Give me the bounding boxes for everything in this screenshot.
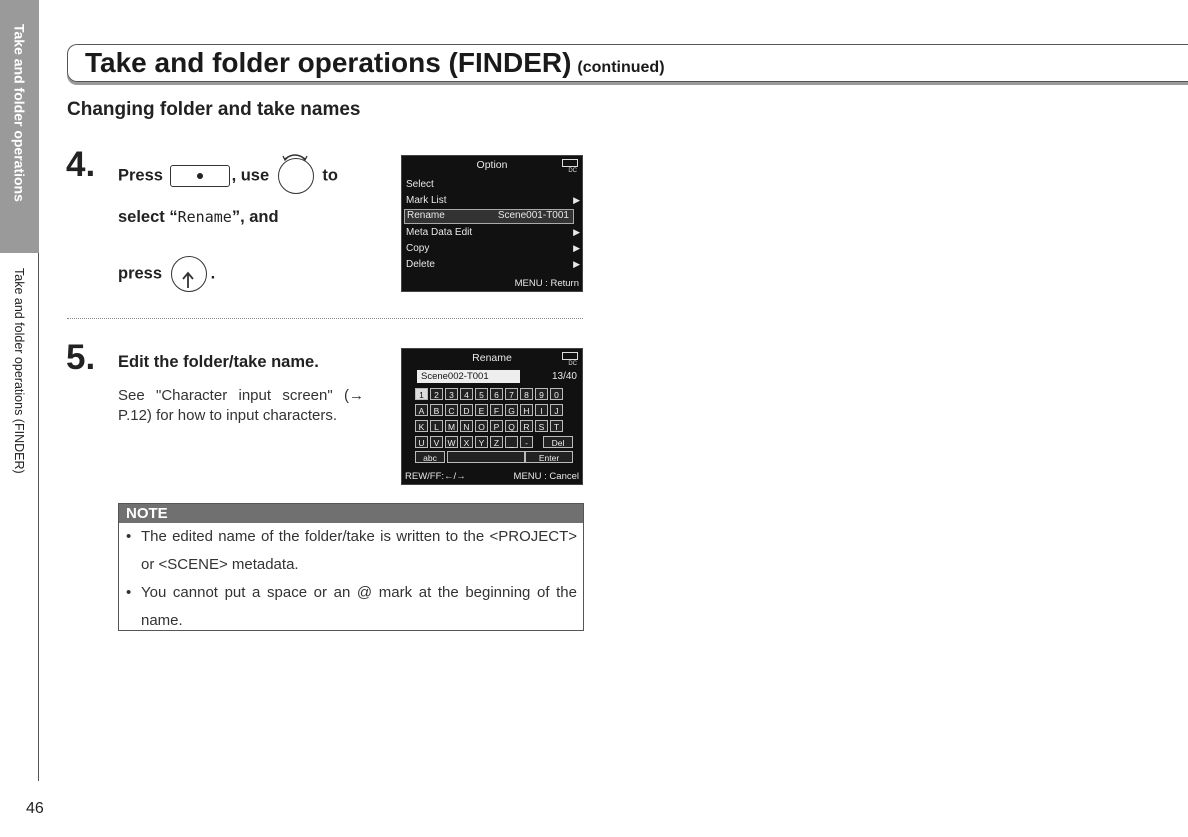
keyboard-key[interactable]: 9 — [535, 388, 548, 400]
page-title-bar — [67, 44, 1188, 82]
dc-indicator: DC — [568, 361, 577, 367]
submenu-arrow-icon: ▶ — [573, 243, 580, 253]
keyboard-key[interactable]: I — [535, 404, 548, 416]
step-4-line-1 — [118, 158, 338, 194]
key-space[interactable] — [447, 451, 525, 463]
rename-name-field[interactable]: Scene002-T001 — [417, 370, 520, 383]
dc-indicator: DC — [568, 168, 577, 174]
step-4-select-suffix: ”, and — [231, 208, 279, 226]
section-heading: Changing folder and take names — [67, 99, 361, 120]
keyboard-key[interactable]: 6 — [490, 388, 503, 400]
note-item-text: The edited name of the folder/take is written to the <PROJECT> or <SCENE> metadata. — [141, 528, 577, 573]
keyboard-key[interactable]: _ — [505, 436, 518, 448]
step-4-number: 4. — [66, 145, 96, 184]
step-4-to-text: to — [322, 166, 338, 185]
note-heading: NOTE — [119, 504, 583, 523]
menu-item-label: Select — [406, 179, 434, 190]
keyboard-key[interactable]: O — [475, 420, 488, 432]
rename-screen-title: Rename — [472, 352, 512, 364]
sidebar-active-tab — [0, 0, 39, 253]
menu-item-label: Rename — [407, 210, 445, 221]
sidebar-section-tab-label: Take and folder operations (FINDER) — [12, 268, 26, 474]
record-button-icon — [170, 165, 230, 187]
keyboard-key[interactable]: 0 — [550, 388, 563, 400]
note-item — [119, 523, 583, 579]
step-4-line-3 — [118, 256, 215, 292]
keyboard-key[interactable]: G — [505, 404, 518, 416]
step-5-body: See "Character input screen" (→ P.12) for how to input characters. — [118, 387, 364, 424]
keyboard-key[interactable]: W — [445, 436, 458, 448]
keyboard-key[interactable]: S — [535, 420, 548, 432]
page-title-subtitle: (continued) — [577, 59, 665, 76]
submenu-arrow-icon: ▶ — [573, 195, 580, 205]
keyboard-key[interactable]: U — [415, 436, 428, 448]
keyboard-key[interactable]: D — [460, 404, 473, 416]
bullet-icon: • — [126, 528, 132, 545]
rotate-arrows-icon — [277, 149, 313, 185]
keyboard-key[interactable]: B — [430, 404, 443, 416]
bullet-icon: • — [126, 584, 132, 601]
keyboard-key[interactable]: 4 — [460, 388, 473, 400]
keyboard-key[interactable]: F — [490, 404, 503, 416]
step-4-press2-text: press — [118, 264, 163, 283]
menu-item-mark-list[interactable] — [406, 195, 578, 206]
keyboard-key[interactable]: 8 — [520, 388, 533, 400]
option-screen-title: Option — [476, 159, 508, 171]
keyboard-key[interactable]: 2 — [430, 388, 443, 400]
step-4-select-value: Rename — [177, 208, 232, 226]
keyboard-key[interactable]: R — [520, 420, 533, 432]
menu-item-label: Copy — [406, 243, 430, 254]
submenu-arrow-icon: ▶ — [573, 227, 580, 237]
menu-item-value: Scene001-T001 — [497, 210, 569, 221]
rename-char-count: 13/40 — [551, 371, 577, 382]
menu-item-select[interactable] — [406, 179, 434, 190]
keyboard-key[interactable]: N — [460, 420, 473, 432]
keyboard-key[interactable]: C — [445, 404, 458, 416]
keyboard-key[interactable]: E — [475, 404, 488, 416]
keyboard-key[interactable]: Q — [505, 420, 518, 432]
keyboard-key[interactable]: X — [460, 436, 473, 448]
step-4-press-text: Press — [118, 166, 163, 185]
menu-item-meta-data-edit[interactable] — [406, 227, 578, 238]
keyboard-key[interactable]: 7 — [505, 388, 518, 400]
step-5-number: 5. — [66, 338, 96, 377]
rename-footer-left: REW/FF:←/→ — [405, 471, 466, 482]
submenu-arrow-icon: ▶ — [573, 259, 580, 269]
press-arrow-icon — [170, 256, 206, 292]
battery-icon — [562, 159, 578, 167]
key-del[interactable]: Del — [543, 436, 573, 448]
page-title — [85, 47, 665, 79]
battery-icon — [562, 352, 578, 360]
key-enter[interactable]: Enter — [525, 451, 573, 463]
keyboard-key[interactable]: M — [445, 420, 458, 432]
rename-footer-right: MENU : Cancel — [513, 471, 579, 482]
menu-item-copy[interactable] — [406, 243, 578, 254]
dial-icon — [278, 158, 314, 194]
step-5-heading: Edit the folder/take name. — [118, 353, 319, 371]
keyboard-key[interactable]: 5 — [475, 388, 488, 400]
keyboard-key[interactable]: Y — [475, 436, 488, 448]
keyboard-key[interactable]: L — [430, 420, 443, 432]
option-screen-footer: MENU : Return — [514, 278, 579, 289]
step-separator — [67, 318, 583, 319]
menu-item-rename[interactable] — [404, 209, 574, 224]
step-4-use-text: , use — [231, 166, 270, 185]
record-dot-icon — [197, 173, 203, 179]
step-4-select-prefix: select “ — [118, 208, 178, 226]
menu-item-delete[interactable] — [406, 259, 578, 270]
sidebar-active-tab-label: Take and folder operations — [11, 24, 28, 202]
step-4-line-2 — [118, 208, 279, 227]
keyboard-key[interactable]: J — [550, 404, 563, 416]
note-list — [119, 523, 583, 635]
keyboard-key[interactable]: - — [520, 436, 533, 448]
keyboard-key[interactable]: T — [550, 420, 563, 432]
sidebar-divider — [38, 253, 39, 781]
key-abc[interactable]: abc — [415, 451, 445, 463]
rename-screen — [401, 348, 583, 485]
menu-item-label: Meta Data Edit — [406, 227, 473, 238]
note-item — [119, 579, 583, 635]
sidebar-section-tab — [0, 268, 38, 508]
option-screen — [401, 155, 583, 292]
keyboard-key[interactable]: 3 — [445, 388, 458, 400]
keyboard-key[interactable]: K — [415, 420, 428, 432]
page-number: 46 — [26, 800, 44, 817]
keyboard-key[interactable]: V — [430, 436, 443, 448]
keyboard-key[interactable]: H — [520, 404, 533, 416]
step-4-period: . — [210, 264, 216, 283]
note-item-text: You cannot put a space or an @ mark at the beginning of the name. — [141, 584, 577, 629]
keyboard-key[interactable]: 1 — [415, 388, 428, 400]
dial-press-icon — [171, 256, 207, 292]
keyboard-key[interactable]: Z — [490, 436, 503, 448]
keyboard-key[interactable]: P — [490, 420, 503, 432]
page-title-text: Take and folder operations (FINDER) — [85, 47, 572, 78]
note-box — [118, 503, 584, 631]
keyboard-key[interactable]: A — [415, 404, 428, 416]
menu-item-label: Delete — [406, 259, 435, 270]
menu-item-label: Mark List — [406, 195, 447, 206]
